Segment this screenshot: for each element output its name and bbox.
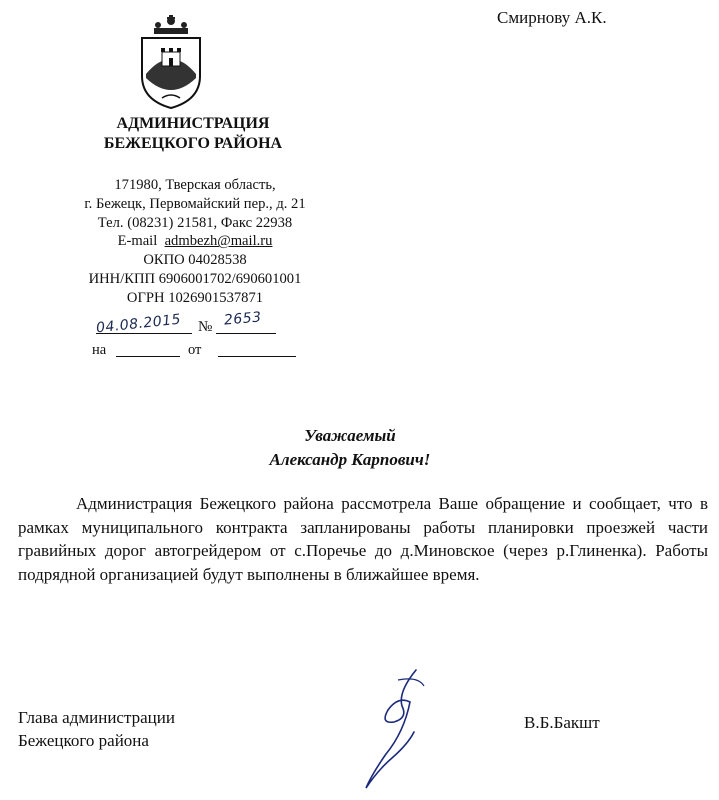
inn-kpp: ИНН/КПП 6906001702/690601001 [88,270,302,287]
org-title-line1: АДМИНИСТРАЦИЯ [116,115,270,132]
reference-line [92,340,302,362]
na-label: на [92,342,107,358]
salutation [180,424,520,472]
ot-label: от [188,342,202,358]
date-underline [96,333,192,334]
signatory-name: В.Б.Бакшт [524,713,600,732]
ogrn: ОГРН 1026901537871 [126,289,264,306]
phone-line: Тел. (08231) 21581, Факс 22938 [97,214,293,231]
org-title-line2: БЕЖЕЦКОГО РАЙОНА [103,135,283,152]
email-label: E-mail [117,233,158,250]
na-underline [116,356,180,357]
handwritten-signature-icon [358,662,438,792]
signatory-title [18,706,175,752]
organization-title [60,114,326,154]
salutation-line2: Александр Карпович! [269,450,431,469]
number-sign: № [198,319,213,335]
recipient: Смирнову А.К. [497,8,607,27]
letter-body [18,492,708,586]
ot-underline [218,356,296,357]
number-underline [216,333,276,334]
handwritten-date: 04.08.2015 [95,311,182,337]
email-line [30,232,360,251]
signatory-title-line1: Глава администрации [18,708,175,727]
organization-address-block [30,176,360,308]
address-line2: г. Бежецк, Первомайский пер., д. 21 [84,195,306,212]
coat-of-arms-icon [132,14,210,110]
outgoing-number-line [96,311,296,335]
salutation-line1: Уважаемый [304,426,396,445]
handwritten-number: 2653 [223,309,263,329]
okpo: ОКПО 04028538 [143,252,247,269]
email-link[interactable]: admbezh@mail.ru [164,233,273,250]
address-line1: 171980, Тверская область, [114,177,276,193]
signatory-title-line2: Бежецкого района [18,731,149,750]
body-paragraph: Администрация Бежецкого района рассмотрела Ваше обращение и сообщает, что в рамках муниципального контракта запланированы работы планировки проезжей части гравийных дорог автогрейдером от с.Поречье до д.Миновское (через р.Глиненка). Работы подрядной организацией будут выполнены в ближайшее время. [18,494,708,584]
